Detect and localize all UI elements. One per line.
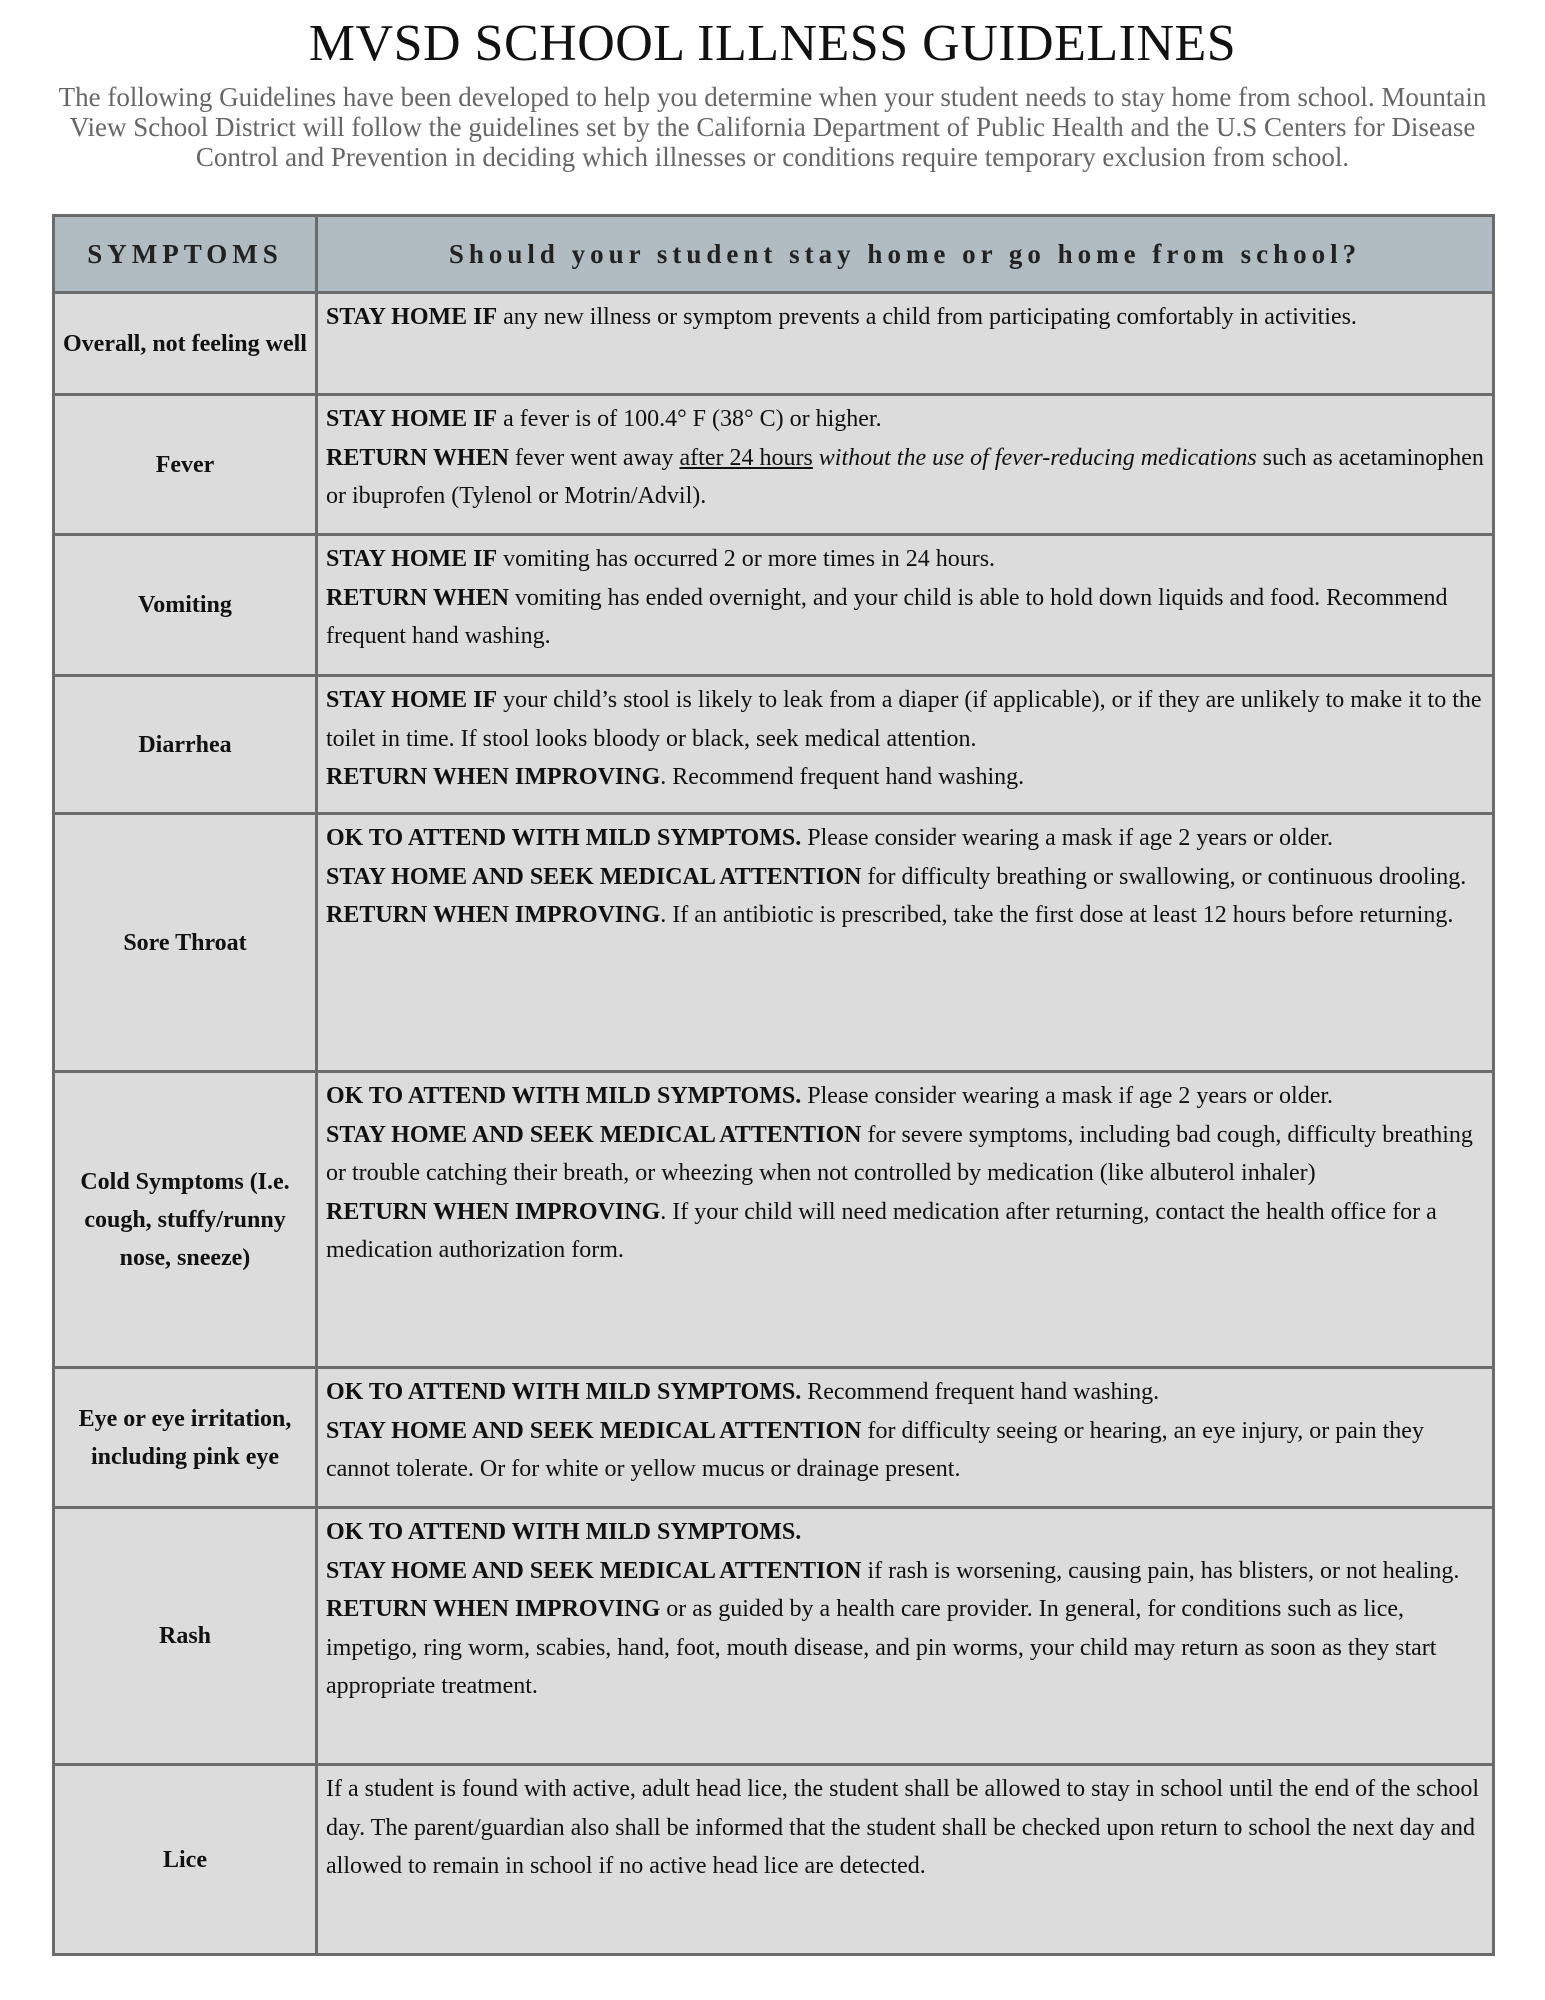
guidance-keyword: STAY HOME AND SEEK MEDICAL ATTENTION (326, 863, 862, 890)
guidance-keyword: STAY HOME IF (326, 687, 498, 713)
guidance-text: . Recommend frequent hand washing. (660, 764, 1025, 790)
guidance-text: fever went away (508, 444, 680, 471)
guidance-cell (317, 1072, 1494, 1368)
guidance-text: after 24 hours (679, 444, 813, 471)
guidance-keyword: RETURN WHEN IMPROVING (326, 1596, 661, 1622)
guidance-line (326, 579, 1484, 656)
guidance-line (326, 858, 1484, 897)
guidance-text: . If your child will need medication after returning, contact the health office for a medication authorization form. (326, 1198, 1437, 1263)
guidance-line (326, 1552, 1484, 1591)
intro-paragraph: The following Guidelines have been developed to help you determine when your student needs to stay home from school. Mountain View School District will follow the guidelines set by the California Department of Public Health and the U.S Centers for Disease Control and Prevention in deciding which illnesses or conditions require temporary exclusion from school. (58, 82, 1487, 172)
guidance-text: Recommend frequent hand washing. (801, 1379, 1160, 1405)
guidance-line (326, 1412, 1484, 1489)
guidance-keyword: RETURN WHEN IMPROVING (326, 902, 661, 928)
symptom-cell: Sore Throat (54, 814, 317, 1072)
guidance-text: vomiting has ended overnight, and your child is able to hold down liquids and food. Recommend frequent hand washing. (326, 584, 1448, 649)
guidance-line (326, 758, 1484, 797)
guidance-line (326, 819, 1484, 858)
guidance-cell (317, 814, 1494, 1072)
guidance-keyword: OK TO ATTEND WITH MILD SYMPTOMS. (326, 1519, 802, 1545)
guidance-cell (317, 1765, 1494, 1955)
guidance-line (326, 1770, 1484, 1886)
symptom-cell: Vomiting (54, 535, 317, 676)
guidance-keyword: OK TO ATTEND WITH MILD SYMPTOMS. (326, 825, 802, 851)
guidance-line (326, 540, 1484, 579)
guidance-cell (317, 676, 1494, 814)
guidance-cell (317, 293, 1494, 395)
table-row (54, 1508, 1494, 1765)
header-symptoms: SYMPTOMS (54, 216, 317, 293)
guidance-line (326, 1116, 1484, 1193)
guidance-text: vomiting has occurred 2 or more times in 24 hours. (497, 546, 996, 572)
guidance-text: your child’s stool is likely to leak from a diaper (if applicable), or if they are unlikely to make it to the toilet in time. If stool looks bloody or black, seek medical attention. (326, 687, 1482, 752)
guidance-keyword: STAY HOME IF (326, 304, 498, 330)
guidance-text: or as guided by a health care provider. In general, for conditions such as lice, impetigo, ring worm, scabies, hand, foot, mouth disease, and pin worms, your child may return as soon as they start appropriate treatment. (326, 1596, 1437, 1699)
guidance-keyword: RETURN WHEN IMPROVING (326, 1198, 661, 1225)
table-row (54, 814, 1494, 1072)
guidance-cell (317, 395, 1494, 535)
guidance-cell (317, 535, 1494, 676)
guidance-keyword: STAY HOME IF (326, 406, 498, 432)
guidance-keyword: STAY HOME AND SEEK MEDICAL ATTENTION (326, 1557, 862, 1584)
guidance-text: for difficulty breathing or swallowing, or continuous drooling. (861, 863, 1467, 890)
guidance-keyword: STAY HOME AND SEEK MEDICAL ATTENTION (326, 1417, 862, 1444)
guidance-line (326, 1373, 1484, 1412)
guidance-text: if rash is worsening, causing pain, has blisters, or not healing. (861, 1557, 1460, 1584)
guidance-keyword: OK TO ATTEND WITH MILD SYMPTOMS. (326, 1083, 802, 1109)
guidance-keyword: STAY HOME AND SEEK MEDICAL ATTENTION (326, 1121, 862, 1148)
header-guidance: Should your student stay home or go home from school? (317, 216, 1494, 293)
guidance-text: Please consider wearing a mask if age 2 years or older. (801, 825, 1334, 851)
guidance-line (326, 896, 1484, 935)
guidance-text: without the use of fever-reducing medications (818, 444, 1257, 471)
symptom-cell: Eye or eye irritation, including pink eye (54, 1368, 317, 1508)
symptom-cell: Rash (54, 1508, 317, 1765)
symptom-cell: Overall, not feeling well (54, 293, 317, 395)
table-row (54, 676, 1494, 814)
guidance-keyword: STAY HOME IF (326, 546, 498, 572)
guidance-keyword: RETURN WHEN (326, 444, 509, 471)
guidance-text: Please consider wearing a mask if age 2 years or older. (801, 1083, 1334, 1109)
guidance-line (326, 1193, 1484, 1270)
table-header-row (54, 216, 1494, 293)
guidelines-table (52, 214, 1495, 1956)
guidance-line (326, 400, 1484, 439)
guidance-line (326, 298, 1484, 337)
guidance-line (326, 1077, 1484, 1116)
guidance-keyword: RETURN WHEN IMPROVING (326, 764, 661, 790)
table-row (54, 1765, 1494, 1955)
guidance-text: If a student is found with active, adult head lice, the student shall be allowed to stay in school until the end of the school day. The parent/guardian also shall be informed that the student shall be checked upon return to school the next day and allowed to remain in school if no active head lice are detected. (326, 1776, 1480, 1879)
guidance-line (326, 1513, 1484, 1552)
table-row (54, 1072, 1494, 1368)
guidance-keyword: OK TO ATTEND WITH MILD SYMPTOMS. (326, 1379, 802, 1405)
guidance-text: any new illness or symptom prevents a child from participating comfortably in activities. (497, 304, 1357, 330)
guidance-text: such as acetaminophen or ibuprofen (Tylenol or Motrin/Advil). (326, 444, 1484, 509)
symptom-cell: Diarrhea (54, 676, 317, 814)
guidance-cell (317, 1368, 1494, 1508)
page-title: MVSD SCHOOL ILLNESS GUIDELINES (308, 15, 1237, 72)
guidance-text: for difficulty seeing or hearing, an eye injury, or pain they cannot tolerate. Or for white or yellow mucus or drainage present. (326, 1417, 1424, 1482)
guidance-text: . If an antibiotic is prescribed, take the first dose at least 12 hours before returning. (660, 902, 1454, 928)
guidance-line (326, 439, 1484, 516)
table-row (54, 395, 1494, 535)
guidance-line (326, 1590, 1484, 1706)
guidance-text: a fever is of 100.4° F (38° C) or higher. (497, 406, 882, 432)
symptom-cell: Lice (54, 1765, 317, 1955)
table-row (54, 293, 1494, 395)
guidance-keyword: RETURN WHEN (326, 584, 509, 611)
guidance-text: for severe symptoms, including bad cough, difficulty breathing or trouble catching their breath, or wheezing when not controlled by medication (like albuterol inhaler) (326, 1121, 1473, 1186)
guidance-line (326, 681, 1484, 758)
symptom-cell: Cold Symptoms (I.e. cough, stuffy/runny nose, sneeze) (54, 1072, 317, 1368)
guidance-cell (317, 1508, 1494, 1765)
symptom-cell: Fever (54, 395, 317, 535)
table-row (54, 535, 1494, 676)
table-row (54, 1368, 1494, 1508)
